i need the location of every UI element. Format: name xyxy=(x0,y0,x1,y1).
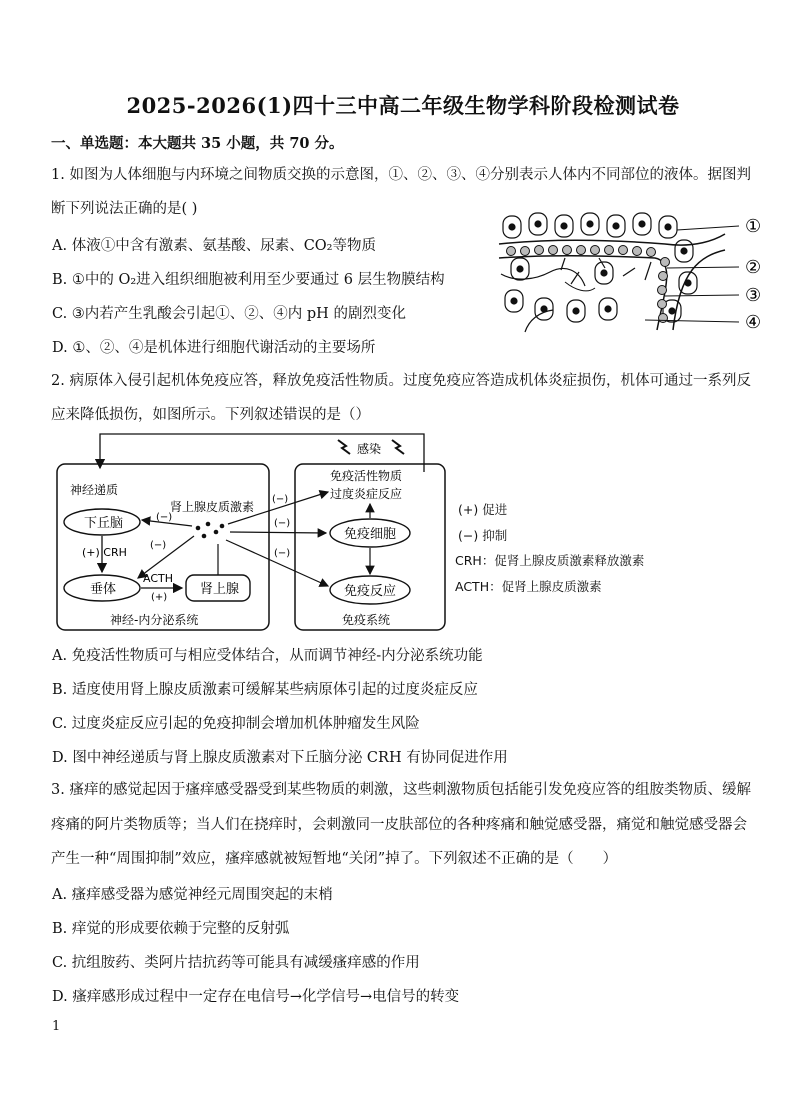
q1-option-c: C. ③内若产生乳酸会引起①、②、④内 pH 的剧烈变化 xyxy=(52,306,406,322)
adrenal-label: 肾上腺 xyxy=(200,582,240,597)
q1-stem-line1: 1. 如图为人体细胞与内环境之间物质交换的示意图，①、②、③、④分别表示人体内不同部位的液体。据图判 xyxy=(51,167,751,183)
q2-option-c: C. 过度炎症反应引起的免疫抑制会增加机体肿瘤发生风险 xyxy=(52,716,420,732)
q2-option-a: A. 免疫活性物质可与相应受体结合，从而调节神经-内分泌系统功能 xyxy=(52,648,483,664)
q3-option-a: A. 瘙痒感受器为感觉神经元周围突起的末梢 xyxy=(52,887,333,903)
q3-option-c: C. 抗组胺药、类阿片拮抗药等可能具有减缓瘙痒感的作用 xyxy=(52,955,420,971)
immune-active-label: 免疫活性物质 xyxy=(330,469,403,483)
q1-option-d: D. ①、②、④是机体进行细胞代谢活动的主要场所 xyxy=(52,340,376,356)
q3-option-d: D. 瘙痒感形成过程中一定存在电信号→化学信号→电信号的转变 xyxy=(52,989,460,1005)
cortisol-immune-cell-sign: (−) xyxy=(274,518,291,529)
cortisol-immune-response-sign: (−) xyxy=(274,548,291,559)
legend-crh: CRH：促肾上腺皮质激素释放激素 xyxy=(455,553,645,568)
q3-stem-line2: 疼痛的阿片类物质等；当人们在挠痒时，会刺激同一皮肤部位的各种疼痛和触觉感受器，痛觉和触觉感受器会 xyxy=(51,817,747,833)
fluid-label-3: ③ xyxy=(745,285,762,306)
q3-stem-line3: 产生一种“周围抑制”效应，瘙痒感就被短暂地“关闭”掉了。下列叙述不正确的是（ ） xyxy=(51,851,618,867)
neurotransmitter-label: 神经递质 xyxy=(70,483,119,497)
q2-option-d: D. 图中神经递质与肾上腺皮质激素对下丘脑分泌 CRH 有协同促进作用 xyxy=(52,750,508,766)
q1-body-fluid-figure xyxy=(495,210,785,338)
acth-sign: (+) xyxy=(151,592,168,603)
legend-promote: (+) 促进 xyxy=(458,502,508,517)
immune-response-label: 免疫反应 xyxy=(344,584,397,599)
fluid-label-4: ④ xyxy=(745,312,762,333)
q2-stem-line2: 应来降低损伤，如图所示。下列叙述错误的是（） xyxy=(51,407,370,423)
fluid-label-2: ② xyxy=(745,257,762,278)
immune-system-caption: 免疫系统 xyxy=(342,613,391,627)
cortisol-hypothalamus-sign: (−) xyxy=(156,512,173,523)
q1-option-a: A. 体液①中含有激素、氨基酸、尿素、CO₂等物质 xyxy=(52,238,376,254)
infection-label: 感染 xyxy=(357,442,382,456)
q2-neuro-immune-diagram xyxy=(52,432,452,634)
cortisol-immune-active-sign: (−) xyxy=(272,494,289,505)
q3-option-b: B. 痒觉的形成要依赖于完整的反射弧 xyxy=(52,921,290,937)
cortisol-label: 肾上腺皮质激素 xyxy=(170,500,255,514)
hypothalamus-label: 下丘脑 xyxy=(84,516,124,531)
page-title: 2025-2026(1)四十三中高二年级生物学科阶段检测试卷 xyxy=(126,93,680,118)
fluid-label-1: ① xyxy=(745,216,762,237)
acth-label: ACTH xyxy=(143,572,174,585)
immune-cell-label: 免疫细胞 xyxy=(344,527,397,542)
q2-option-b: B. 适度使用肾上腺皮质激素可缓解某些病原体引起的过度炎症反应 xyxy=(52,682,478,698)
inflammation-label: 过度炎症反应 xyxy=(330,487,403,501)
pituitary-label: 垂体 xyxy=(90,582,117,597)
neuro-system-caption: 神经-内分泌系统 xyxy=(110,613,199,627)
crh-label: (+) CRH xyxy=(82,546,127,559)
q2-stem-line1: 2. 病原体入侵引起机体免疫应答，释放免疫活性物质。过度免疫应答造成机体炎症损伤，机体可通过一系列反 xyxy=(51,373,751,389)
legend-inhibit: (−) 抑制 xyxy=(458,528,508,543)
legend-acth: ACTH：促肾上腺皮质激素 xyxy=(455,579,602,594)
q1-option-b: B. ①中的 O₂进入组织细胞被利用至少要通过 6 层生物膜结构 xyxy=(52,272,445,288)
section-heading: 一、单选题：本大题共 35 小题，共 70 分。 xyxy=(51,135,344,152)
page-number: 1 xyxy=(52,1019,61,1034)
q3-stem-line1: 3. 瘙痒的感觉起因于瘙痒感受器受到某些物质的刺激，这些刺激物质包括能引发免疫应答的组胺类物质、缓解 xyxy=(51,782,751,798)
cortisol-pituitary-sign: (−) xyxy=(150,540,167,551)
q1-stem-line2: 断下列说法正确的是( ) xyxy=(51,201,198,217)
